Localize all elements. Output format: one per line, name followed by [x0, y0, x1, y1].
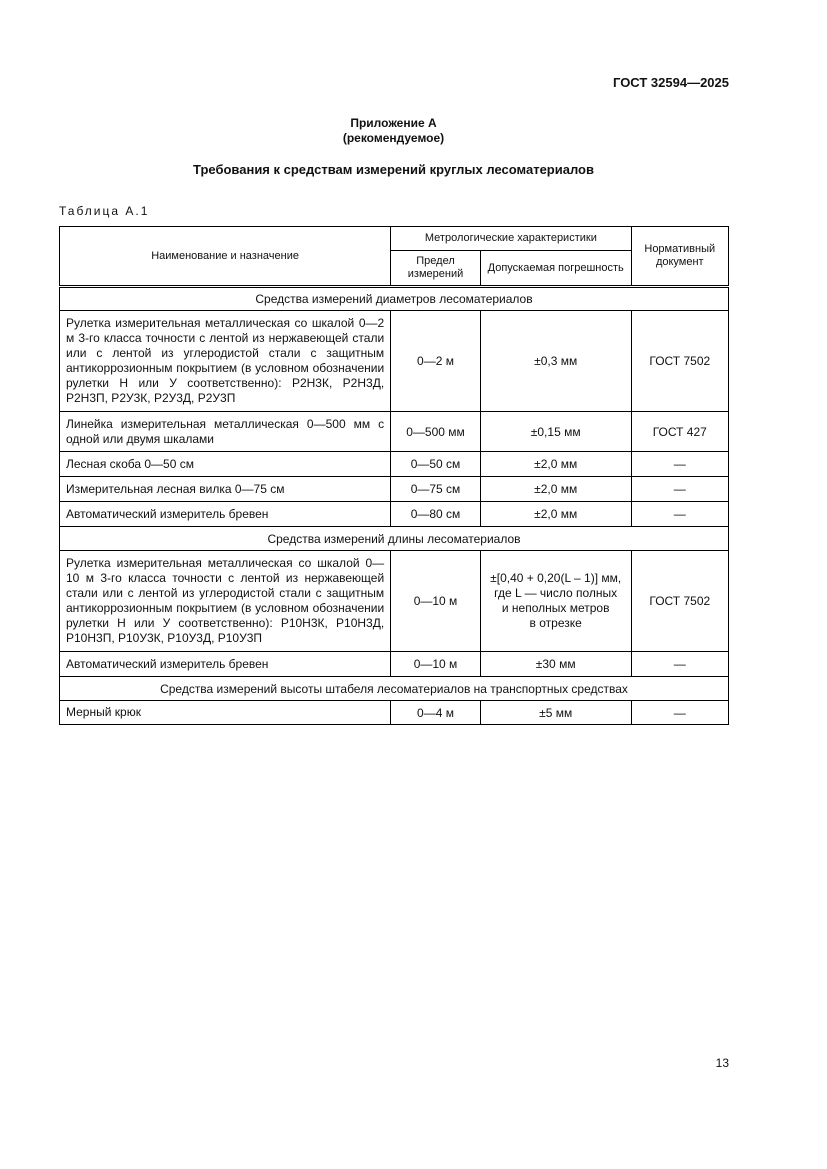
accuracy-line: ±[0,40 + 0,20(L – 1)] мм, [490, 571, 622, 585]
header-range: Предел измерений [391, 251, 481, 287]
row-name: Рулетка измерительная металлическая со шкалой 0—2 м 3-го класса точности с лентой из нержавеющей стали или с лентой из углеродистой стали с защитным антикоррозионным покрытием (в условном обозначении рулетки Н или У соответственно): Р2Н3К, Р2Н3Д, Р2Н3П, Р2У3К, Р2У3Д, Р2У3П [60, 311, 391, 412]
row-doc: — [631, 652, 728, 677]
row-accuracy: ±0,15 мм [480, 412, 631, 452]
accuracy-line: в отрезке [529, 616, 582, 630]
row-name: Линейка измерительная металлическая 0—500 мм с одной или двумя шкалами [60, 412, 391, 452]
row-doc: ГОСТ 427 [631, 412, 728, 452]
measurement-table [59, 226, 729, 725]
document-code: ГОСТ 32594—2025 [613, 75, 729, 90]
header-accuracy: Допускаемая погрешность [480, 251, 631, 287]
accuracy-line: и неполных метров [501, 601, 610, 615]
row-range: 0—75 см [391, 477, 481, 502]
row-accuracy: ±2,0 мм [480, 452, 631, 477]
row-accuracy: ±5 мм [480, 701, 631, 725]
header-normative: Нормативный документ [631, 227, 728, 287]
section-row: Средства измерений диаметров лесоматериалов [60, 287, 729, 311]
table-label: Таблица А.1 [59, 204, 150, 218]
appendix-status: (рекомендуемое) [342, 131, 445, 145]
row-doc: — [631, 477, 728, 502]
accuracy-line: где L — число полных [494, 586, 618, 600]
row-name: Мерный крюк [60, 701, 391, 725]
row-name: Автоматический измеритель бревен [60, 502, 391, 527]
row-accuracy [480, 551, 631, 652]
header-metrology: Метрологические характеристики [391, 227, 631, 251]
row-doc: ГОСТ 7502 [631, 311, 728, 412]
row-doc: — [631, 502, 728, 527]
row-range: 0—4 м [391, 701, 481, 725]
section-title: Требования к средствам измерений круглых лесоматериалов [193, 162, 594, 177]
row-accuracy: ±0,3 мм [480, 311, 631, 412]
row-name: Лесная скоба 0—50 см [60, 452, 391, 477]
row-doc: — [631, 701, 728, 725]
row-name: Измерительная лесная вилка 0—75 см [60, 477, 391, 502]
row-accuracy: ±2,0 мм [480, 477, 631, 502]
row-name: Рулетка измерительная металлическая со шкалой 0—10 м 3-го класса точности с лентой из нержавеющей стали или с лентой из углеродистой стали с защитным антикоррозионным покрытием (в условном обозначении рулетки Н или У соответственно): Р10Н3К, Р10Н3Д, Р10Н3П, Р10У3К, Р10У3Д, Р10У3П [60, 551, 391, 652]
row-range: 0—10 м [391, 652, 481, 677]
section-row: Средства измерений длины лесоматериалов [60, 527, 729, 551]
row-doc: — [631, 452, 728, 477]
row-range: 0—10 м [391, 551, 481, 652]
row-range: 0—2 м [391, 311, 481, 412]
row-accuracy: ±30 мм [480, 652, 631, 677]
header-name: Наименование и назначение [60, 227, 391, 287]
appendix-title: Приложение А [350, 116, 437, 130]
row-range: 0—50 см [391, 452, 481, 477]
row-name: Автоматический измеритель бревен [60, 652, 391, 677]
page-number: 13 [715, 1056, 729, 1070]
row-range: 0—80 см [391, 502, 481, 527]
row-accuracy: ±2,0 мм [480, 502, 631, 527]
appendix-heading [0, 116, 787, 146]
row-range: 0—500 мм [391, 412, 481, 452]
section-row: Средства измерений высоты штабеля лесоматериалов на транспортных средствах [60, 677, 729, 701]
row-doc: ГОСТ 7502 [631, 551, 728, 652]
